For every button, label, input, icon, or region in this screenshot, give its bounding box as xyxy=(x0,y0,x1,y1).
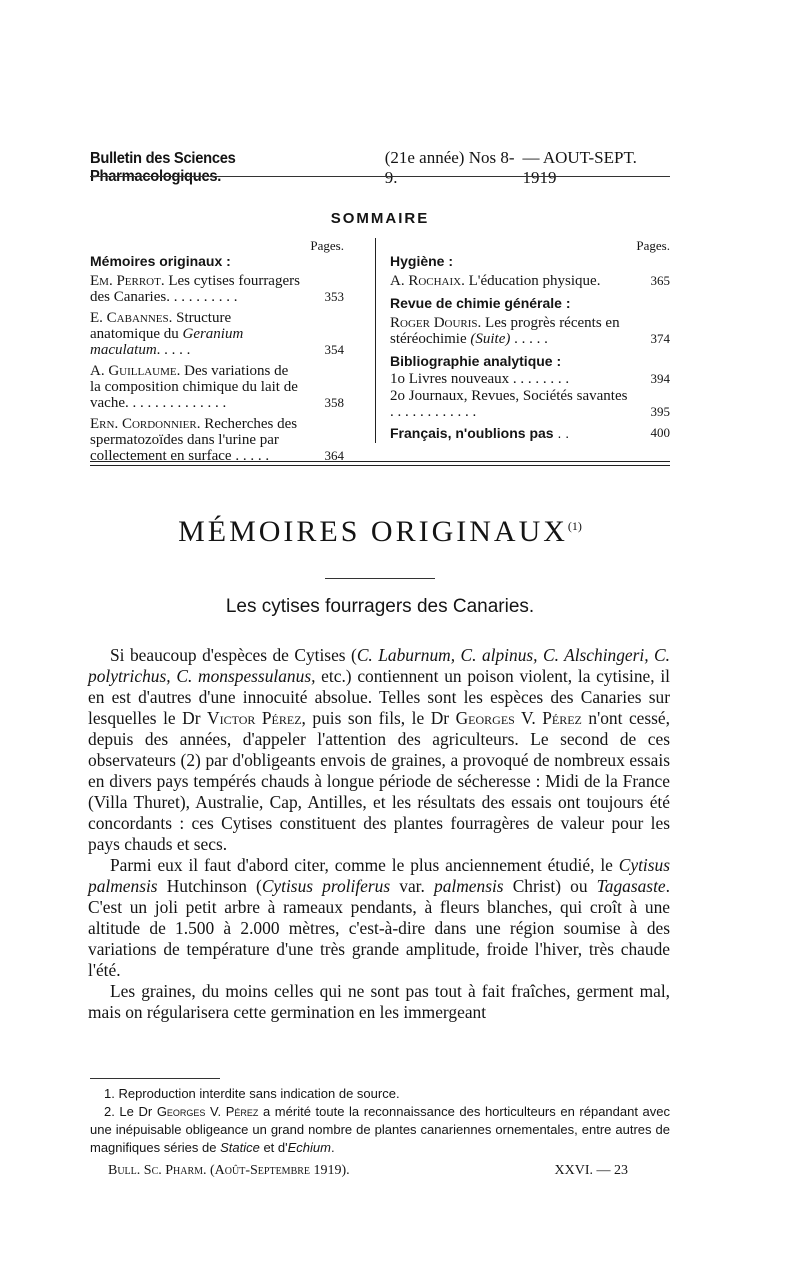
toc-author: Roger Douris. xyxy=(390,315,482,331)
toc-text-italic: (Suite) xyxy=(470,331,511,347)
toc-text: Recherches des spermatozoïdes dans l'urine par collectement en surface xyxy=(90,416,298,464)
species-list: C. Laburnum, C. alpinus, C. Alschingeri, C. polytrichus, C. monspessulanus, xyxy=(88,645,671,686)
paragraph xyxy=(88,645,670,855)
pages-label: Pages. xyxy=(310,238,344,253)
toc-section-hygiene: Hygiène : xyxy=(390,253,454,269)
toc-text: Les cytises fourragers des Canaries xyxy=(90,273,300,305)
toc-author: A. Rochaix. xyxy=(390,273,465,289)
text-run: n'ont cessé, depuis des années, d'appeler l'attention des agriculteurs. Le second de ces observateurs (2) par d'obligeants envois de graines, a provoqué de nombreux essais en divers pays tempérés chauds à longue période de sécheresse : Midi de la France (Villa Thuret), Australie, Cap, Antilles, et les résultats des essais ont toujours été concordants : ces Cytises constituent des plantes fourragères de valeur pour les pays chauds et secs. xyxy=(88,708,670,854)
separator-rule-top xyxy=(90,461,670,462)
genus-name: Statice xyxy=(220,1140,260,1155)
separator-rule-bottom xyxy=(90,465,670,466)
running-header xyxy=(90,148,670,187)
section-title-text: MÉMOIRES ORIGINAUX xyxy=(178,515,568,548)
toc-author: Em. Perrot. xyxy=(90,273,165,289)
toc-text: 2o Journaux, Revues, Sociétés savantes xyxy=(390,388,628,404)
title-rule xyxy=(325,578,435,579)
text-run: Parmi eux il faut d'abord citer, comme le plus anciennement étudié, le xyxy=(110,855,619,875)
toc-left-column xyxy=(90,238,344,469)
species-name: Cytisus proliferus xyxy=(261,876,391,896)
toc-page: 395 xyxy=(650,404,670,419)
article-body xyxy=(88,645,670,1023)
common-name: Tagasaste xyxy=(596,876,666,896)
toc-text: 1o Livres nouveaux xyxy=(390,371,510,387)
text-run: a mérité toute la reconnaissance des horticulteurs en répandant avec une inépuisable obligeance un grand nombre de plantes canariennes ornementales, entre autres de magnifiques séries de xyxy=(90,1104,671,1155)
toc-entry[interactable]: Em. Perrot. Les cytises fourragers des Canaries. . . . . . . . . . 353 xyxy=(90,273,344,305)
section-title xyxy=(90,515,670,549)
toc-entry[interactable]: A. Guillaume. Des variations de la composition chimique du lait de vache. . . . . . . . . . . . . . 358 xyxy=(90,363,344,411)
issue-date: — AOUT-SEPT. 1919 xyxy=(522,148,637,187)
page-footer xyxy=(108,1163,628,1179)
toc-entry[interactable]: 2o Journaux, Revues, Sociétés savantes . . . . . . . . . . . . 395 xyxy=(390,388,670,420)
article-title: Les cytises fourragers des Canaries. xyxy=(225,596,535,617)
footnotes xyxy=(90,1085,670,1157)
toc-text: Les progrès récents en stéréochimie xyxy=(390,315,620,347)
toc-entry[interactable]: Ern. Cordonnier. Recherches des spermatozoïdes dans l'urine par collectement en surface . . . . . 364 xyxy=(90,416,344,464)
toc-page: 353 xyxy=(324,289,344,304)
text-run: Si beaucoup d'espèces de Cytises ( xyxy=(110,645,357,665)
sommaire-title: SOMMAIRE xyxy=(330,210,430,227)
journal-name: Bulletin des Sciences Pharmacologiques. xyxy=(90,150,236,185)
text-run: Hutchinson ( xyxy=(157,876,262,896)
toc-author: Ern. Cordonnier. xyxy=(90,416,201,432)
text-run: var. xyxy=(390,876,434,896)
toc-column-divider xyxy=(375,238,376,443)
toc-page: 358 xyxy=(324,395,344,410)
footnote-ref: (1) xyxy=(567,519,582,533)
toc-section-chimie: Revue de chimie générale : xyxy=(390,295,571,311)
footnote-2 xyxy=(90,1103,670,1157)
toc-author: A. Guillaume. xyxy=(90,363,181,379)
toc-section-bibliographie: Bibliographie analytique : xyxy=(390,353,562,369)
text-run: . C'est un joli petit arbre à rameaux pendants, à fleurs blanches, qui croît à une altitude de 1.500 à 2.000 mètres, c'est-à-dire dans une région soumise à des variations de température d'une très grande amplitude, froide l'hiver, très chaude l'été. xyxy=(88,876,670,980)
text-run: Christ) ou xyxy=(503,876,597,896)
text-run: . xyxy=(330,1140,335,1155)
toc-page: 374 xyxy=(650,331,670,346)
toc-text: Des variations de la composition chimique du lait de vache xyxy=(90,363,298,411)
variety-name: palmensis xyxy=(434,876,504,896)
paragraph xyxy=(88,855,670,981)
toc-text-italic: Geranium maculatum xyxy=(90,326,244,358)
pages-label: Pages. xyxy=(636,238,670,253)
toc-page: 394 xyxy=(650,371,670,386)
text-run: et d' xyxy=(259,1140,288,1155)
toc-page: 365 xyxy=(650,273,670,288)
genus-name: Echium xyxy=(287,1140,331,1155)
toc-entry[interactable]: Roger Douris. Les progrès récents en stéréochimie (Suite) . . . . . 374 xyxy=(390,315,670,347)
toc-page: 364 xyxy=(324,448,344,463)
person-name: Georges V. Pérez xyxy=(156,1104,259,1119)
toc-entry[interactable] xyxy=(390,273,670,289)
issue-number: (21e année) Nos 8-9. xyxy=(384,148,515,187)
toc-entry[interactable]: 1o Livres nouveaux . . . . . . . . 394 xyxy=(390,371,670,387)
paragraph: Les graines, du moins celles qui ne sont pas tout à fait fraîches, germent mal, mais on régularisera cette germination en les immergeant xyxy=(88,981,670,1022)
toc-author: E. Cabannes. xyxy=(90,310,173,326)
person-name: Georges V. Pérez xyxy=(455,708,582,728)
toc-entry[interactable]: E. Cabannes. Structure anatomique du Geranium maculatum. . . . . 354 xyxy=(90,310,344,358)
species-name: Cytisus palmensis xyxy=(88,855,670,896)
toc-section-memoires: Mémoires originaux : xyxy=(90,253,231,269)
toc-right-column xyxy=(390,238,670,442)
toc-text: Français, n'oublions pas xyxy=(390,425,554,441)
footnote-rule xyxy=(90,1078,220,1079)
text-run: etc.) contiennent un poison violent, la cytisine, il en est d'autres d'une innocuité absolue. Telles sont les espèces des Canaries sur lesquelles le Dr xyxy=(88,666,671,728)
footer-citation: Bull. Sc. Pharm. (Août-Septembre 1919). xyxy=(108,1163,350,1178)
person-name: Victor Pérez xyxy=(207,708,302,728)
header-rule xyxy=(90,176,670,177)
toc-section-francais[interactable]: Français, n'oublions pas . . 400 xyxy=(390,425,670,441)
footer-page-number: XXVI. — 23 xyxy=(554,1163,628,1178)
footnote-1: 1. Reproduction interdite sans indication de source. xyxy=(104,1086,400,1101)
toc-page: 400 xyxy=(650,425,670,440)
text-run: 2. Le Dr xyxy=(104,1104,157,1119)
toc-page: 354 xyxy=(324,342,344,357)
toc-text: Structure anatomique du xyxy=(90,310,232,342)
toc-text: L'éducation physique. xyxy=(468,273,601,289)
text-run: , puis son fils, le Dr xyxy=(301,708,456,728)
